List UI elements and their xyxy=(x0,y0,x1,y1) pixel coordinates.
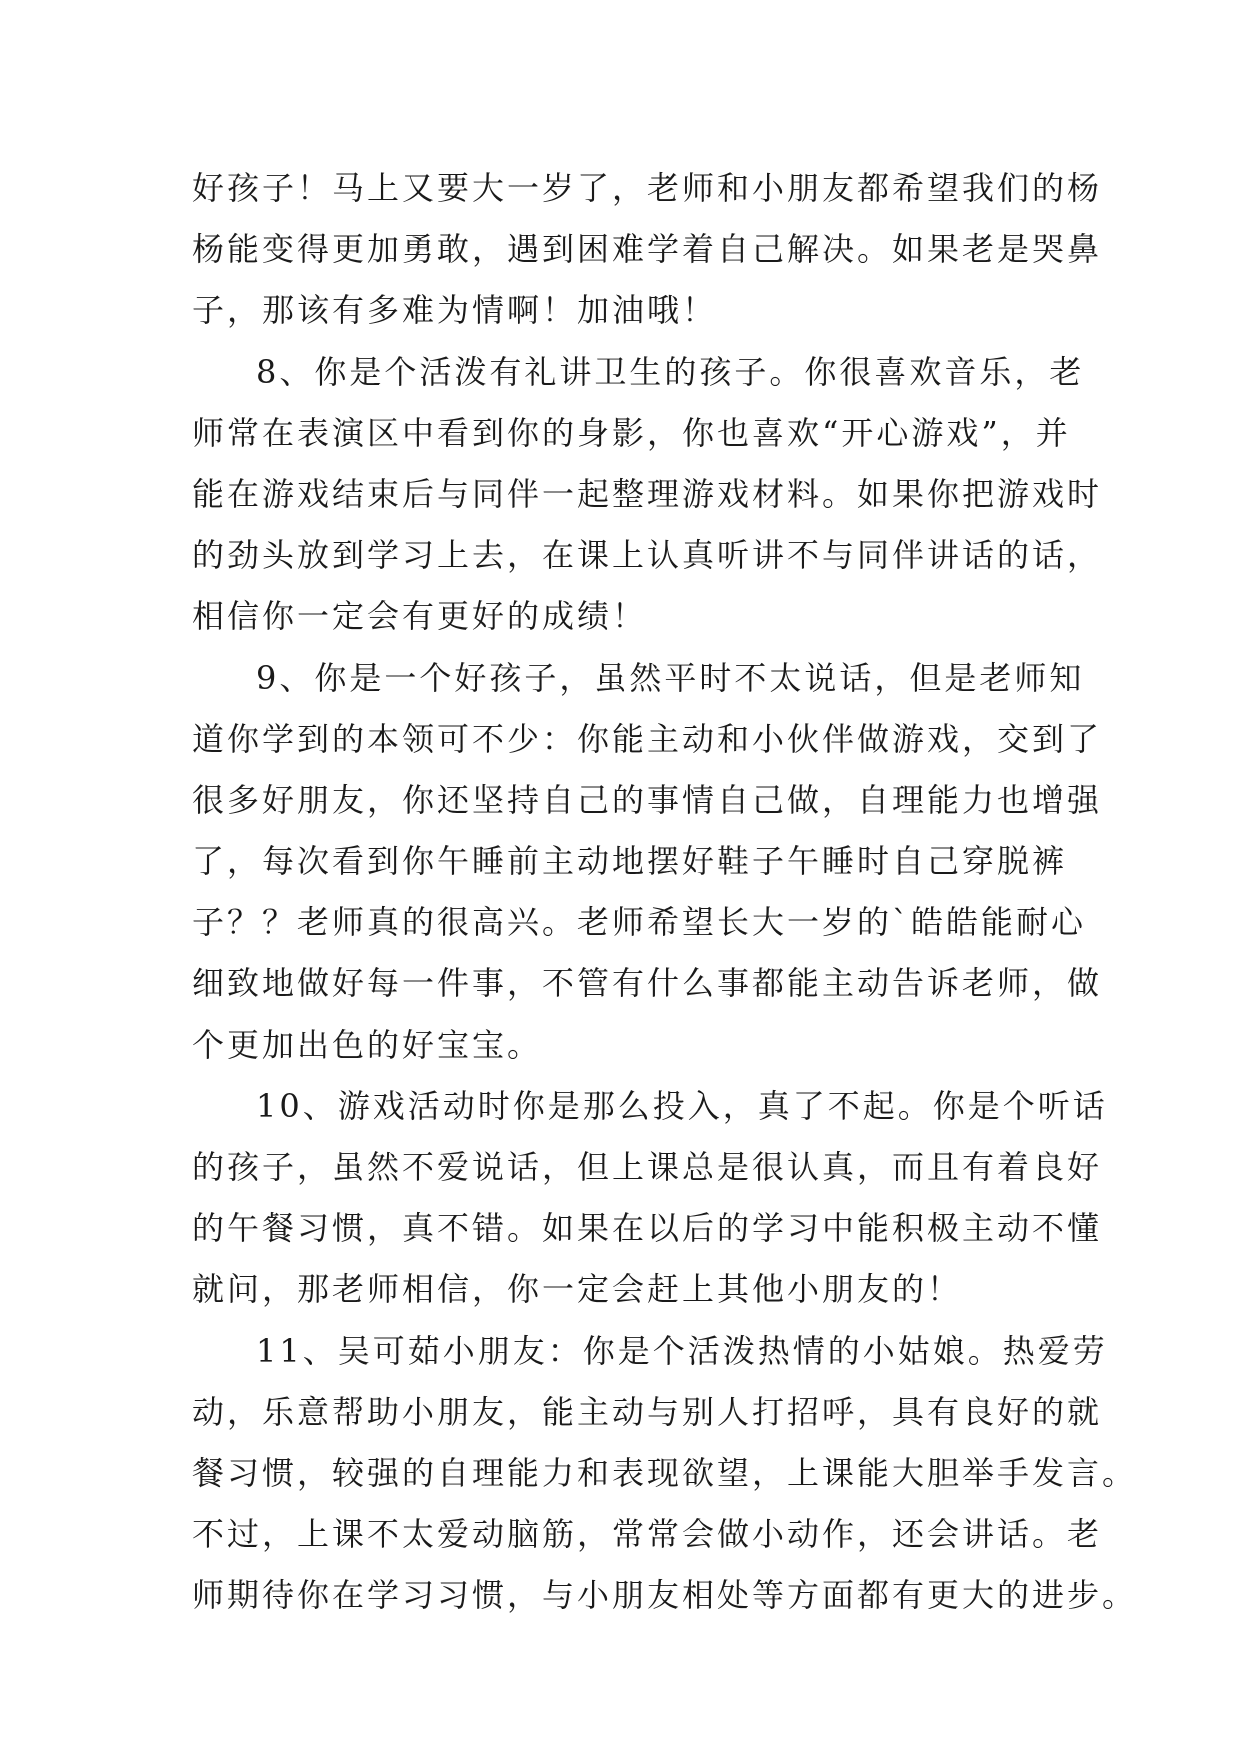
text-line: 相信你一定会有更好的成绩！ xyxy=(192,597,648,636)
text-line: 细致地做好每一件事，不管有什么事都能主动告诉老师，做 xyxy=(192,964,1103,1003)
text-line: 动，乐意帮助小朋友，能主动与别人打招呼，具有良好的就 xyxy=(192,1392,1103,1431)
text-line: 子，那该有多难为情啊！加油哦！ xyxy=(192,291,718,330)
text-line: 餐习惯，较强的自理能力和表现欲望，上课能大胆举手发言。 xyxy=(192,1453,1138,1492)
text-line: 道你学到的本领可不少：你能主动和小伙伴做游戏，交到了 xyxy=(192,719,1103,758)
text-line: 好孩子！马上又要大一岁了，老师和小朋友都希望我们的杨 xyxy=(192,169,1103,207)
text-line: 9、你是一个好孩子，虽然平时不太说话，但是老师知 xyxy=(256,658,1085,697)
text-line: 杨能变得更加勇敢，遇到困难学着自己解决。如果老是哭鼻 xyxy=(192,230,1103,269)
text-line: 子？？老师真的很高兴。老师希望长大一岁的`皓皓能耐心 xyxy=(192,903,1087,942)
text-line: 11、吴可茹小朋友：你是个活泼热情的小姑娘。热爱劳 xyxy=(256,1331,1108,1370)
text-line: 的劲头放到学习上去，在课上认真听讲不与同伴讲话的话， xyxy=(192,536,1103,575)
text-line: 就问，那老师相信，你一定会赶上其他小朋友的！ xyxy=(192,1270,963,1309)
text-line: 不过，上课不太爱动脑筋，常常会做小动作，还会讲话。老 xyxy=(192,1515,1103,1554)
text-line: 的孩子，虽然不爱说话，但上课总是很认真，而且有着良好 xyxy=(192,1148,1103,1186)
paragraph xyxy=(192,158,1103,342)
paragraph xyxy=(192,1076,1108,1321)
paragraph xyxy=(192,648,1103,1076)
text-line: 的午餐习惯，真不错。如果在以后的学习中能积极主动不懂 xyxy=(192,1209,1103,1248)
document-body xyxy=(192,158,1138,1627)
text-line: 了，每次看到你午睡前主动地摆好鞋子午睡时自己穿脱裤 xyxy=(192,842,1068,881)
text-line: 很多好朋友，你还坚持自己的事情自己做，自理能力也增强 xyxy=(192,780,1103,819)
text-line: 师期待你在学习习惯，与小朋友相处等方面都有更大的进步。 xyxy=(192,1576,1138,1615)
paragraph xyxy=(192,1321,1138,1627)
text-line: 10、游戏活动时你是那么投入，真了不起。你是个听话 xyxy=(256,1086,1108,1125)
text-line: 8、你是个活泼有礼讲卫生的孩子。你很喜欢音乐，老 xyxy=(256,352,1085,391)
text-line: 个更加出色的好宝宝。 xyxy=(192,1025,543,1064)
paragraph xyxy=(192,342,1103,648)
text-line: 能在游戏结束后与同伴一起整理游戏材料。如果你把游戏时 xyxy=(192,474,1103,513)
text-line: 师常在表演区中看到你的身影，你也喜欢“开心游戏”，并 xyxy=(192,413,1071,452)
